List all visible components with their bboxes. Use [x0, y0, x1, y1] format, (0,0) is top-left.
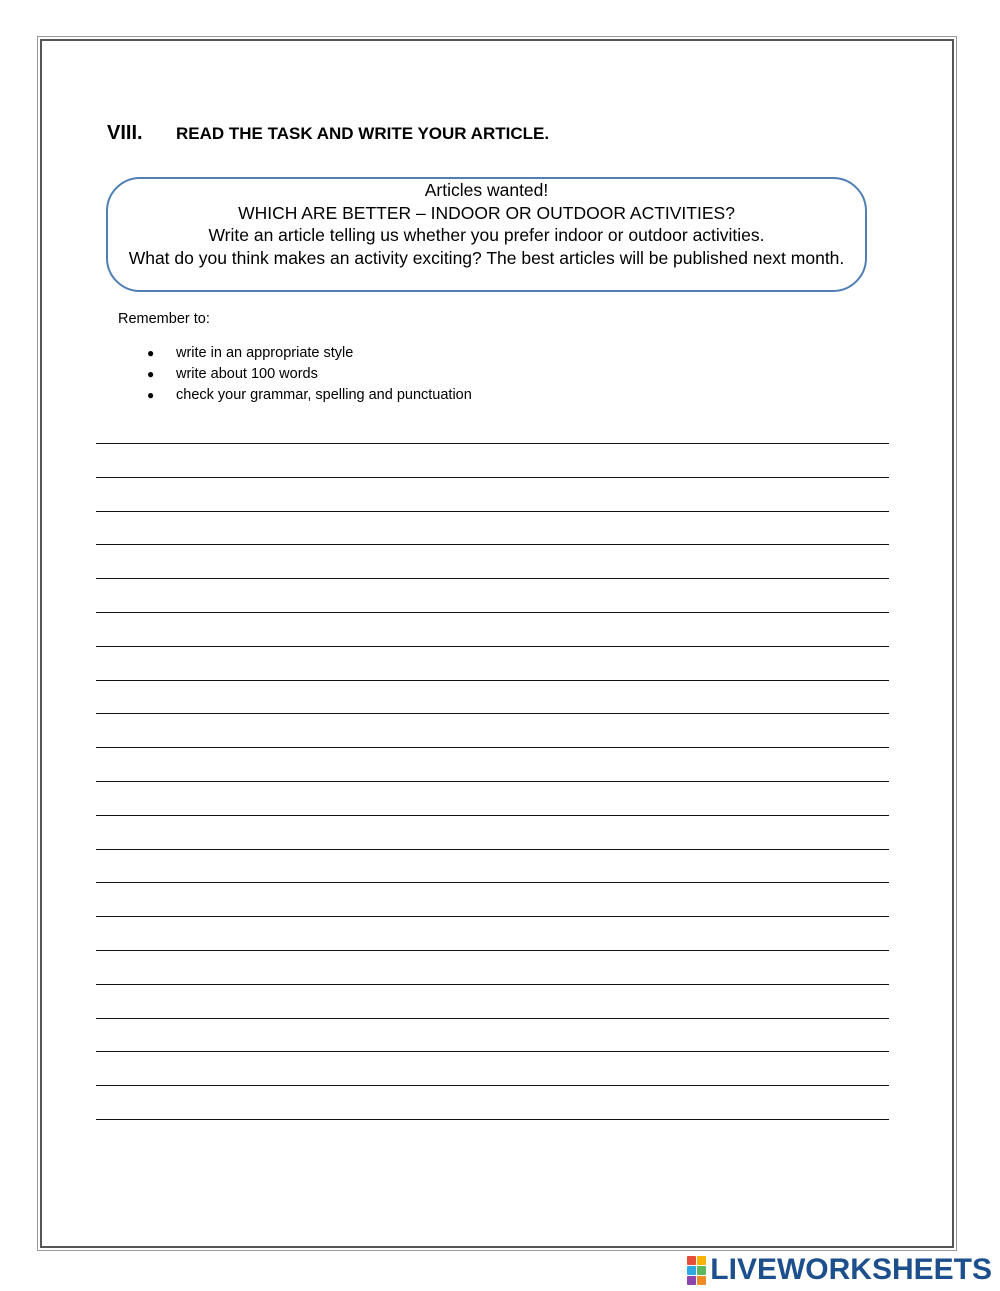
- brand-name: LIVEWORKSHEETS: [710, 1253, 992, 1286]
- logo-tile: [697, 1266, 706, 1275]
- task-box: [106, 177, 867, 292]
- checklist-item-text: check your grammar, spelling and punctuation: [176, 387, 472, 403]
- writing-line[interactable]: [96, 646, 889, 680]
- writing-line[interactable]: [96, 1085, 889, 1119]
- writing-line[interactable]: [96, 849, 889, 883]
- writing-line[interactable]: [96, 578, 889, 612]
- writing-line[interactable]: [96, 612, 889, 646]
- brand-logo: [687, 1252, 992, 1288]
- liveworksheets-logo-icon: [687, 1256, 706, 1285]
- writing-line[interactable]: [96, 511, 889, 545]
- writing-line[interactable]: [96, 477, 889, 511]
- checklist-item: [147, 343, 472, 364]
- bullet-icon: ●: [147, 367, 155, 381]
- writing-line[interactable]: [96, 1051, 889, 1085]
- task-prompt: What do you think makes an activity exciting? The best articles will be published next month.: [128, 247, 845, 268]
- task-heading: Articles wanted!: [424, 180, 549, 200]
- writing-line[interactable]: [96, 984, 889, 1018]
- checklist-item: [147, 364, 472, 385]
- writing-line[interactable]: [96, 815, 889, 849]
- writing-line[interactable]: [96, 916, 889, 950]
- writing-line[interactable]: [96, 950, 889, 984]
- logo-tile: [687, 1266, 696, 1275]
- logo-tile: [687, 1256, 696, 1265]
- checklist-item-text: write about 100 words: [176, 366, 318, 382]
- writing-line[interactable]: [96, 443, 889, 477]
- logo-tile: [697, 1276, 706, 1285]
- writing-line[interactable]: [96, 680, 889, 714]
- writing-line[interactable]: [96, 713, 889, 747]
- writing-line[interactable]: [96, 1119, 889, 1153]
- task-instruction: Write an article telling us whether you prefer indoor or outdoor activities.: [208, 225, 765, 245]
- writing-line[interactable]: [96, 544, 889, 578]
- writing-line[interactable]: [96, 882, 889, 916]
- logo-tile: [687, 1276, 696, 1285]
- logo-tile: [697, 1256, 706, 1265]
- checklist-item: [147, 385, 472, 406]
- section-number: VIII.: [107, 122, 143, 144]
- task-question: WHICH ARE BETTER – INDOOR OR OUTDOOR ACTIVITIES?: [238, 202, 735, 223]
- remember-checklist: [147, 343, 472, 406]
- writing-line[interactable]: [96, 1018, 889, 1052]
- bullet-icon: ●: [147, 388, 155, 402]
- checklist-item-text: write in an appropriate style: [176, 345, 354, 361]
- section-heading: [107, 122, 549, 145]
- writing-line[interactable]: [96, 781, 889, 815]
- remember-label: Remember to:: [118, 311, 210, 327]
- writing-line[interactable]: [96, 747, 889, 781]
- writing-area[interactable]: [96, 443, 889, 1153]
- bullet-icon: ●: [147, 346, 155, 360]
- section-title: READ THE TASK AND WRITE YOUR ARTICLE.: [176, 124, 550, 143]
